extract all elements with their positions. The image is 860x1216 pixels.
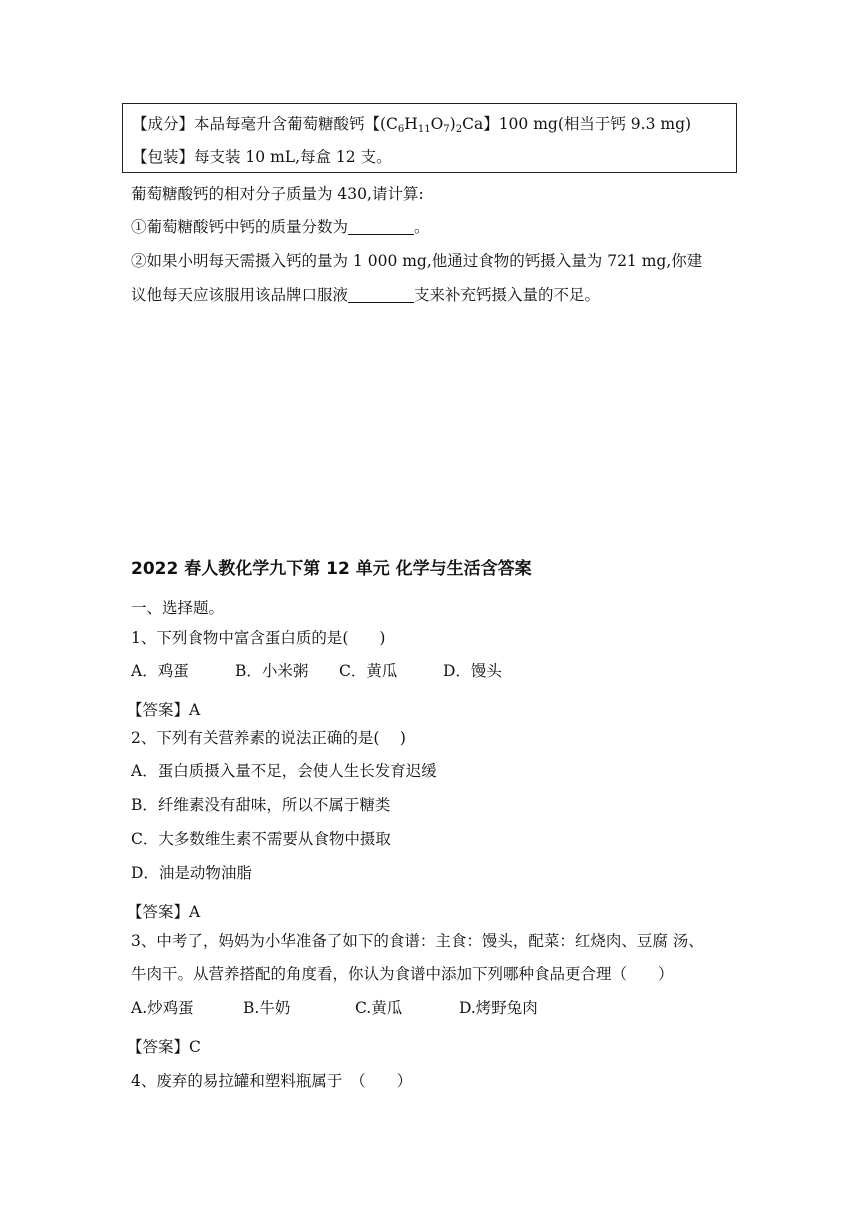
document-title: 2022 春人教化学九下第 12 单元 化学与生活含答案 — [131, 559, 532, 579]
formula-text: H — [404, 115, 418, 133]
question-1-stem: 1、下列食物中富含蛋白质的是( ) — [131, 629, 386, 647]
answer-3: 【答案】C — [127, 1038, 201, 1056]
option: B.牛奶 — [243, 999, 291, 1017]
question-2-option-a: A．蛋白质摄入量不足，会使人生长发育迟缓 — [131, 762, 437, 780]
formula-subscript: 11 — [417, 124, 431, 135]
answer-blank[interactable] — [348, 286, 414, 303]
question-b-text: 议他每天应该服用该品牌口服液 — [131, 286, 349, 304]
answer-2: 【答案】A — [127, 903, 201, 921]
answer-1: 【答案】A — [127, 701, 201, 719]
question-3-stem-line1: 3、中考了，妈妈为小华准备了如下的食谱：主食：馒头，配菜：红烧肉、豆腐 汤、 — [131, 932, 704, 950]
question-b-line1: ②如果小明每天需摄入钙的量为 1 000 mg,他通过食物的钙摄入量为 721 mg,你建 — [131, 252, 703, 270]
question-1-options — [131, 660, 502, 682]
ingredient-text: 【成分】本品每毫升含葡萄糖酸钙【(C — [132, 115, 398, 133]
option: A.炒鸡蛋 — [131, 999, 194, 1017]
formula-subscript: 7 — [443, 124, 450, 135]
formula-subscript: 2 — [455, 124, 463, 135]
product-label-box — [122, 103, 737, 173]
option: D.烤野兔肉 — [459, 999, 538, 1017]
question-2-option-b: B．纤维素没有甜味，所以不属于糖类 — [131, 796, 391, 814]
question-b-end: 支来补充钙摄入量的不足。 — [414, 286, 601, 304]
packaging-line: 【包装】每支装 10 mL,每盒 12 支。 — [132, 148, 392, 166]
question-2-option-d: D．油是动物油脂 — [131, 864, 252, 882]
formula-text: ) — [449, 115, 456, 133]
ingredient-text: Ca】100 mg(相当于钙 9.3 mg) — [462, 115, 692, 133]
intro-text: 葡萄糖酸钙的相对分子质量为 430,请计算: — [131, 185, 424, 203]
formula-text: O — [430, 115, 444, 133]
option: B．小米粥 — [235, 662, 309, 680]
question-3-options — [131, 997, 538, 1019]
question-2-stem: 2、下列有关营养素的说法正确的是( ) — [131, 729, 406, 747]
option: C．黄瓜 — [339, 662, 398, 680]
option: C.黄瓜 — [355, 999, 403, 1017]
question-a — [131, 216, 430, 238]
option: D．馒头 — [443, 662, 502, 680]
question-a-text: ①葡萄糖酸钙中钙的质量分数为 — [131, 218, 349, 236]
question-3-stem-line2: 牛肉干。从营养搭配的角度看，你认为食谱中添加下列哪种食品更合理（ ） — [131, 965, 674, 983]
section-heading: 一、选择题。 — [131, 599, 225, 617]
option: A．鸡蛋 — [131, 662, 189, 680]
question-4-stem: 4、废弃的易拉罐和塑料瓶属于 （ ） — [131, 1072, 413, 1090]
ingredient-line — [132, 113, 691, 141]
question-a-end: 。 — [414, 218, 430, 236]
formula-subscript: 6 — [397, 124, 405, 135]
answer-blank[interactable] — [348, 218, 414, 235]
question-b-line2 — [131, 284, 600, 306]
question-2-option-c: C．大多数维生素不需要从食物中摄取 — [131, 830, 391, 848]
